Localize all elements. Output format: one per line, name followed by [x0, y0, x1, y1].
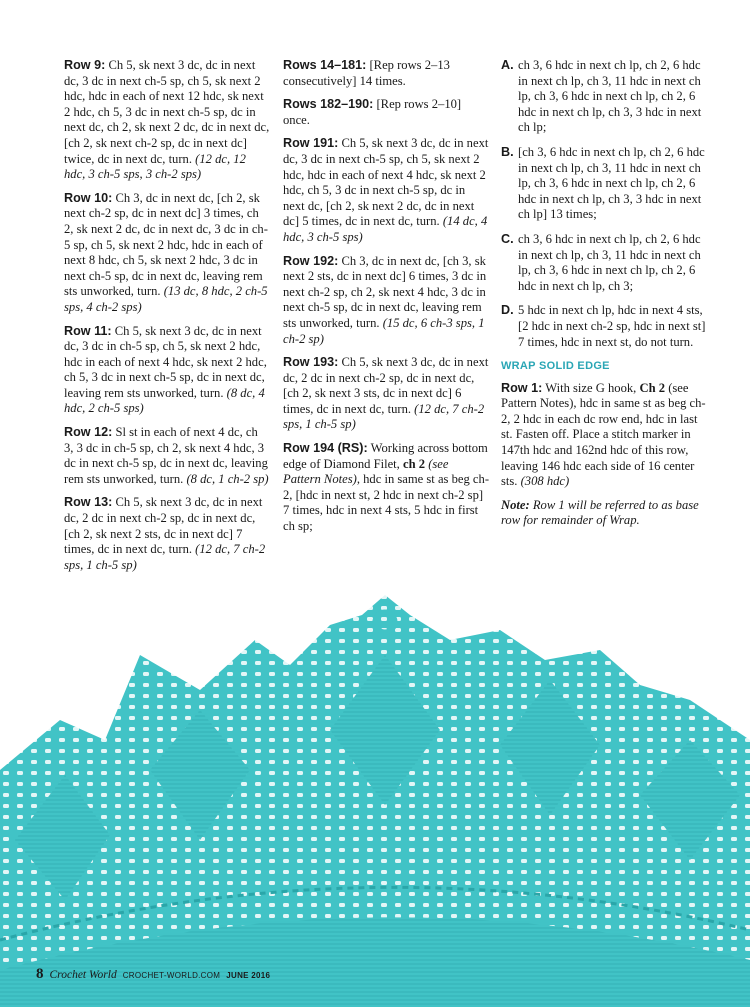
bold-instruction: Ch 2 — [639, 380, 666, 395]
crochet-doily-image — [0, 570, 750, 1007]
row-191 — [283, 136, 489, 245]
row-label: Row 10: — [64, 190, 113, 205]
left-column — [64, 58, 270, 581]
stitch-count: (8 dc, 1 ch-2 sp) — [186, 471, 269, 486]
row-label: Row 11: — [64, 323, 112, 338]
rows-182-190 — [283, 97, 489, 128]
wrap-note — [501, 498, 711, 529]
row-text: Working across bottom edge of Diamond Filet, — [283, 441, 488, 471]
row-text-cont: , hdc in same st as beg ch-2, [hdc in next st, 2 hdc in next ch-2 sp] 7 times, hdc in next 4 sts, 5 hdc in first ch sp; — [283, 472, 490, 534]
stitch-count: (13 dc, 8 hdc, 2 ch-5 sps, 4 ch-2 sps) — [64, 284, 268, 314]
step-b — [501, 145, 711, 223]
row-label: Row 1: — [501, 380, 543, 395]
right-column — [501, 58, 711, 537]
row-10 — [64, 191, 270, 316]
row-13 — [64, 495, 270, 573]
row-label: Row 191: — [283, 136, 339, 151]
step-text: ch 3, 6 hdc in next ch lp, ch 2, 6 hdc in next ch lp, ch 3, 11 hdc in next ch lp, ch 3, 6 hdc in next ch lp, ch 2, 6 hdc in next ch lp, ch 3; — [518, 231, 701, 293]
issue-date: JUNE 2016 — [226, 971, 271, 980]
step-c — [501, 232, 711, 294]
wrap-row-1 — [501, 381, 711, 490]
row-text: [Rep rows 2–10] once. — [283, 97, 462, 127]
magazine-url[interactable]: CROCHET-WORLD.COM — [122, 971, 221, 980]
row-label: Row 12: — [64, 425, 113, 440]
row-192 — [283, 254, 489, 348]
row-text: Ch 5, sk next 3 dc, dc in next dc, 3 dc in ch-5 sp, ch 5, sk next 2 hdc, hdc in each of next 4 hdc, sk next 2 hdc, ch 5, 3 dc in next ch-5 sp, dc in next dc, leaving rem sts unworked, turn. — [64, 323, 267, 400]
row-text: Ch 5, sk next 3 dc, dc in next dc, 2 dc in next ch-2 sp, dc in next dc, [ch 2, sk next 2 sts, dc in next dc] 7 times, dc in next dc, turn. — [64, 495, 263, 557]
row-label: Row 13: — [64, 495, 113, 510]
row-text: Ch 5, sk next 3 dc, dc in next dc, 2 dc in next ch-2 sp, dc in next dc, [ch 2, sk next 3 sts, dc in next dc] 6 times, dc in next dc, turn. — [283, 355, 489, 416]
row-label: Rows 182–190: — [283, 97, 374, 112]
step-d — [501, 303, 711, 350]
stitch-count: (12 dc, 7 ch-2 sps, 1 ch-5 sp) — [64, 542, 266, 572]
step-a — [501, 58, 711, 136]
step-label: C. — [501, 231, 514, 246]
step-text: ch 3, 6 hdc in next ch lp, ch 2, 6 hdc in next ch lp, ch 3, 11 hdc in next ch lp, ch 3, 6 hdc in next ch lp, ch 2, 6 hdc in next ch lp, ch 3, 3 hdc in next ch lp; — [518, 58, 702, 135]
row-label: Row 194 (RS): — [283, 441, 368, 456]
step-label: D. — [501, 303, 514, 318]
row-label: Rows 14–181: — [283, 58, 367, 72]
stitch-count: (8 dc, 4 hdc, 2 ch-5 sps) — [64, 385, 265, 416]
row-text: Ch 5, sk next 3 dc, dc in next dc, 3 dc in next ch-5 sp, ch 5, sk next 2 hdc, hdc in each of next 12 hdc, sk next 2 hdc, ch 5, 3 dc in next ch-5 sp, dc in next dc, ch 2, sk next 2 dc, dc in next dc, [ch 2, sk next ch-2 sp, dc in next dc] twice, dc in next dc, turn. — [64, 58, 270, 166]
page-footer — [36, 966, 270, 983]
row-text-cont: (see Pattern Notes), hdc in same st as beg ch-2, 2 hdc in each dc row end, hdc in last st. Fasten off. Place a stitch marker in 147th hdc and 162nd hdc of this row, leaving 146 hdc each side of 16 center sts. — [501, 380, 706, 489]
row-12 — [64, 425, 270, 487]
row-11 — [64, 324, 270, 418]
row-label: Row 193: — [283, 355, 339, 370]
step-text: 5 hdc in next ch lp, hdc in next 4 sts, [2 hdc in next ch-2 sp, hdc in next st] 7 times, hdc in next st, do not turn. — [518, 303, 706, 349]
magazine-title: Crochet World — [49, 969, 117, 981]
row-text: Ch 5, sk next 3 dc, dc in next dc, 3 dc in next ch-5 sp, ch 5, sk next 2 hdc, hdc in each of next 4 hdc, sk next 2 hdc, ch 5, 3 dc in next ch-5 sp, dc in next dc, [ch 2, sk next 2 dc, dc in next dc] 5 times, dc in next dc, turn. — [283, 136, 489, 229]
note-label: Note: — [501, 497, 530, 512]
row-text: Ch 3, dc in next dc, [ch 3, sk next 2 sts, dc in next dc] 6 times, 3 dc in next ch-2 sp, ch 2, sk next 4 hdc, 3 dc in next ch-5 sp, dc in next dc, leaving rem sts unworked, turn. — [283, 253, 487, 330]
row-194 — [283, 441, 489, 535]
step-label: A. — [501, 58, 514, 72]
section-heading: WRAP SOLID EDGE — [501, 360, 610, 373]
middle-column — [283, 58, 489, 543]
row-9 — [64, 58, 270, 183]
note-text: Row 1 will be referred to as base row for remainder of Wrap. — [501, 497, 699, 528]
stitch-count: (308 hdc) — [520, 474, 570, 489]
stitch-count: (15 dc, 6 ch-3 sps, 1 ch-2 sp) — [283, 315, 485, 346]
step-text: [ch 3, 6 hdc in next ch lp, ch 2, 6 hdc in next ch lp, ch 3, 11 hdc in next ch lp, ch 3, 6 hdc in next ch lp, ch 2, 6 hdc in next ch lp, ch 3, 3 hdc in next ch lp] 13 times; — [518, 144, 705, 222]
row-label: Row 9: — [64, 58, 106, 72]
step-label: B. — [501, 144, 514, 159]
row-text: With size G hook, — [545, 380, 637, 395]
bold-instruction: ch 2 — [402, 456, 426, 471]
page-number: 8 — [36, 966, 44, 982]
row-193 — [283, 355, 489, 433]
row-text: [Rep rows 2–13 consecutively] 14 times. — [283, 58, 450, 88]
rows-14-181 — [283, 58, 489, 89]
stitch-count: (12 dc, 7 ch-2 sps, 1 ch-5 sp) — [283, 401, 485, 432]
stitch-count: (14 dc, 4 hdc, 3 ch-5 sps) — [283, 214, 488, 244]
stitch-count: (12 dc, 12 hdc, 3 ch-5 sps, 3 ch-2 sps) — [64, 151, 246, 182]
row-text: Sl st in each of next 4 dc, ch 3, 3 dc in ch-5 sp, ch 2, sk next 4 hdc, 3 dc in next ch-5 sp, dc in next dc, leaving rem sts unworked, turn. — [64, 425, 268, 486]
row-text: Ch 3, dc in next dc, [ch 2, sk next ch-2 sp, dc in next dc] 3 times, ch 2, sk next 2 dc, dc in next dc, 3 dc in ch-5 sp, ch 5, sk next 2 hdc, hdc in each of next 8 hdc, ch 5, sk next 2 hdc, 3 dc in next ch-5 sp, dc in next dc, leaving rem sts unworked, turn. — [64, 190, 268, 299]
row-label: Row 192: — [283, 253, 339, 268]
pattern-note-ref: (see Pattern Notes) — [283, 456, 449, 487]
